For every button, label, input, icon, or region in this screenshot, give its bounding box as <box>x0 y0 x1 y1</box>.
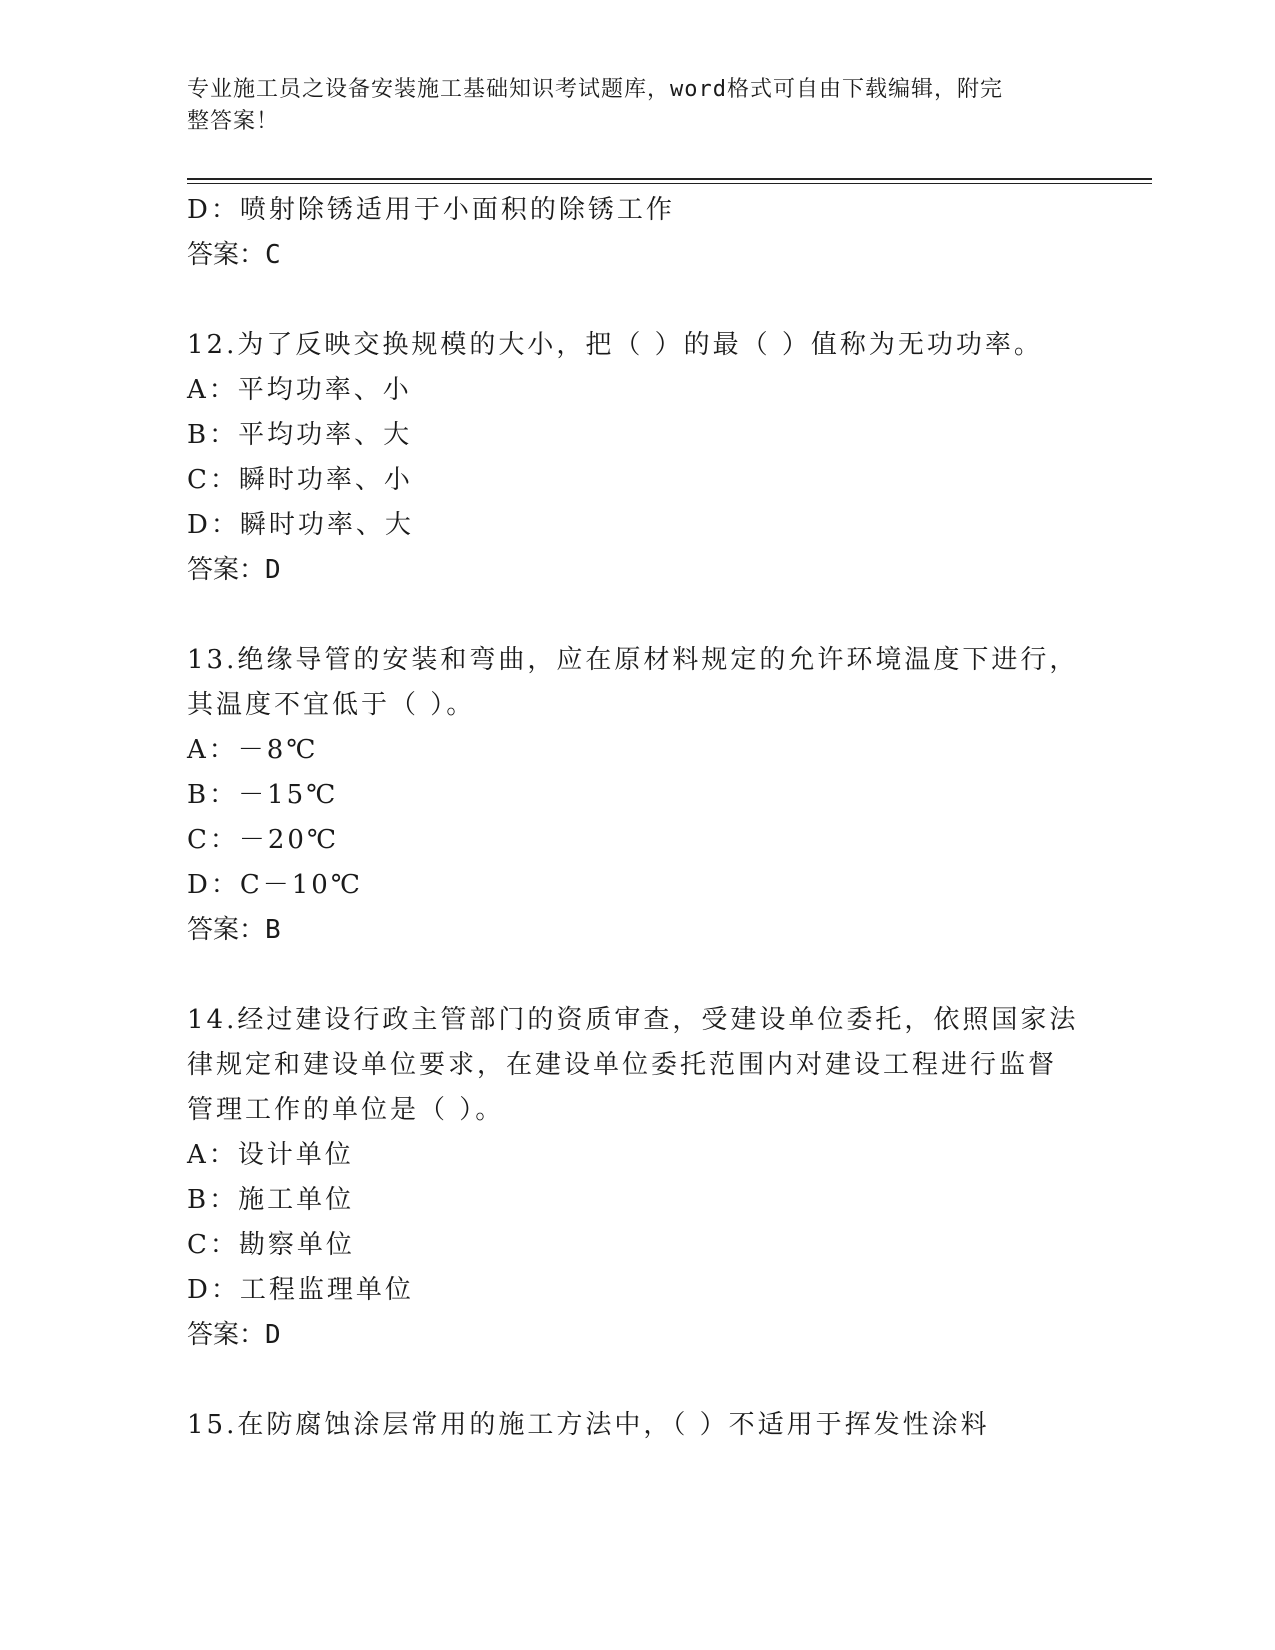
option-d: D：C－10℃ <box>187 870 363 900</box>
question-stem: 12.为了反映交换规模的大小，把（ ）的最（ ）值称为无功功率。 <box>187 330 1043 360</box>
option-b: B：－15℃ <box>187 780 339 810</box>
answer: 答案：D <box>187 1320 281 1350</box>
option-d: D：工程监理单位 <box>187 1275 414 1305</box>
header-title-line-1: 专业施工员之设备安装施工基础知识考试题库，word格式可自由下载编辑，附完 <box>187 77 1003 102</box>
option-a: A：设计单位 <box>187 1140 354 1170</box>
header-divider-thin <box>187 183 1152 184</box>
question-stem-line-1: 13.绝缘导管的安装和弯曲，应在原材料规定的允许环境温度下进行， <box>187 645 1079 675</box>
question-14 <box>187 998 1087 1358</box>
question-content <box>187 188 1087 1448</box>
question-stem-line-1: 14.经过建设行政主管部门的资质审查，受建设单位委托，依照国家法 <box>187 1005 1079 1035</box>
question-stem-line-2: 律规定和建设单位要求，在建设单位委托范围内对建设工程进行监督 <box>187 1050 1058 1080</box>
option-d: D：瞬时功率、大 <box>187 510 414 540</box>
spacer <box>187 1358 1087 1403</box>
option-b: B：平均功率、大 <box>187 420 413 450</box>
option-a: A：－8℃ <box>187 735 319 765</box>
answer: 答案：D <box>187 555 281 585</box>
question-stem: 15.在防腐蚀涂层常用的施工方法中，（ ）不适用于挥发性涂料 <box>187 1410 990 1440</box>
option-a: A：平均功率、小 <box>187 375 412 405</box>
question-13 <box>187 638 1087 953</box>
spacer <box>187 953 1087 998</box>
question-stem-line-2: 其温度不宜低于（ ）。 <box>187 690 476 720</box>
header-divider-thick <box>187 178 1152 180</box>
question-12 <box>187 323 1087 593</box>
spacer <box>187 593 1087 638</box>
answer: 答案：B <box>187 915 281 945</box>
prev-option-d: D：喷射除锈适用于小面积的除锈工作 <box>187 195 675 225</box>
option-c: C：－20℃ <box>187 825 340 855</box>
spacer <box>187 278 1087 323</box>
option-c: C：勘察单位 <box>187 1230 355 1260</box>
option-b: B：施工单位 <box>187 1185 355 1215</box>
option-c: C：瞬时功率、小 <box>187 465 413 495</box>
prev-answer: 答案：C <box>187 240 281 270</box>
question-15 <box>187 1403 1087 1448</box>
header-title-line-2: 整答案！ <box>187 109 280 134</box>
question-stem-line-3: 管理工作的单位是（ ）。 <box>187 1095 505 1125</box>
document-header <box>187 74 1067 138</box>
